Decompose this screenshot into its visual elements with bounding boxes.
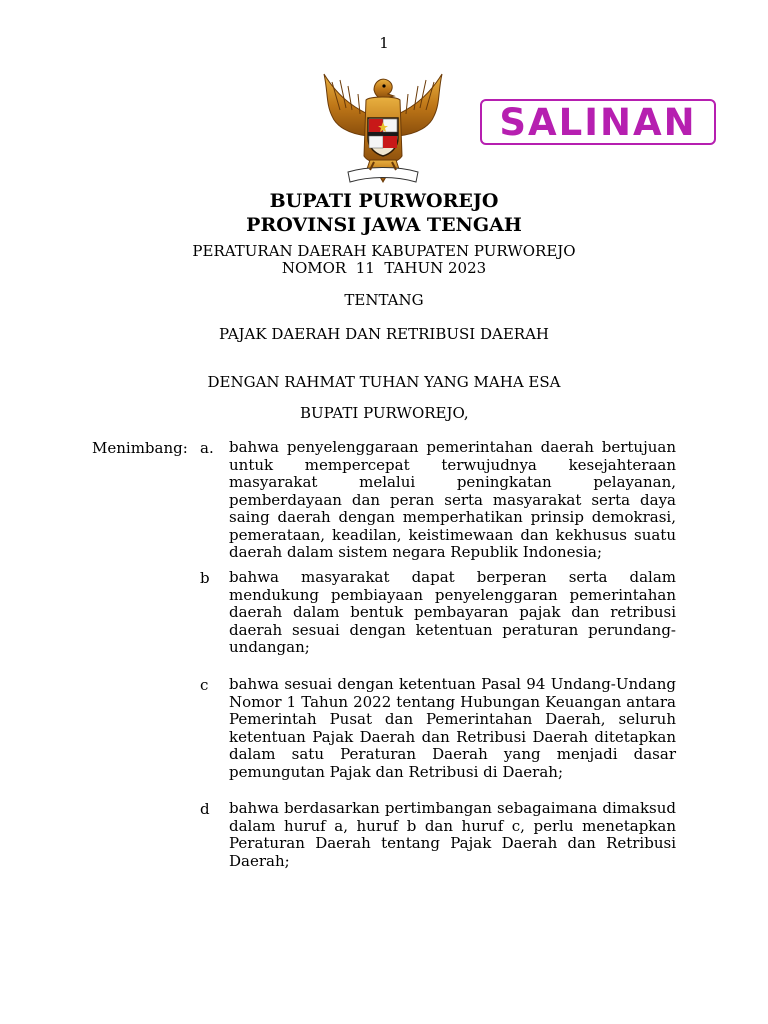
considering-item-text <box>229 800 676 870</box>
stamp-text: SALINAN <box>499 100 697 144</box>
text-line: Daerah; <box>229 851 290 870</box>
regulation-about: TENTANG <box>344 291 424 309</box>
regulation-subject: PAJAK DAERAH DAN RETRIBUSI DAERAH <box>218 325 550 343</box>
regulation-number: NOMOR 11 TAHUN 2023 <box>281 259 487 277</box>
considering-label: Menimbang: <box>92 439 188 457</box>
considering-item-text <box>229 569 676 657</box>
considering-item-letter: c <box>200 676 209 694</box>
document-heading-province: PROVINSI JAWA TENGAH <box>246 214 522 236</box>
text-line: masyarakat melalui peningkatan pelayanan, <box>229 473 676 491</box>
text-line: bahwa sesuai dengan ketentuan Pasal 94 Undang-Undang <box>229 675 676 693</box>
page-number: 1 <box>379 34 389 52</box>
regulation-title: PERATURAN DAERAH KABUPATEN PURWOREJO <box>192 242 576 260</box>
text-line: pemberdayaan dan peran serta masyarakat serta daya <box>229 490 676 509</box>
considering-item-letter: a. <box>200 439 214 457</box>
text-line: dalam huruf a, huruf b dan huruf c, perlu menetapkan <box>229 816 676 835</box>
text-line: daerah dalam bentuk pembayaran pajak dan retribusi <box>229 603 676 621</box>
preamble-grace: DENGAN RAHMAT TUHAN YANG MAHA ESA <box>207 373 561 391</box>
garuda-pancasila-emblem-icon <box>318 70 448 190</box>
text-line: mendukung pembiayaan penyelenggaran pemerintahan <box>229 585 676 604</box>
text-line: pemerataan, keadilan, keistimewaan dan kekhusus suatu <box>229 525 676 544</box>
text-line: saing daerah dengan memperhatikan prinsip demokrasi, <box>229 508 676 526</box>
text-line: Pemerintah Pusat dan Pemerintahan Daerah, seluruh <box>229 710 676 728</box>
text-line: Peraturan Daerah tentang Pajak Daerah dan Retribusi <box>229 834 676 852</box>
text-line: bahwa penyelenggaraan pemerintahan daerah bertujuan <box>229 438 676 456</box>
considering-item-letter: b <box>200 569 210 587</box>
text-line: bahwa masyarakat dapat berperan serta dalam <box>229 568 676 586</box>
text-line: untuk mempercepat terwujudnya kesejahteraan <box>229 455 676 474</box>
text-line: bahwa berdasarkan pertimbangan sebagaimana dimaksud <box>229 799 676 817</box>
preamble-regent: BUPATI PURWOREJO, <box>300 404 469 422</box>
text-line: Nomor 1 Tahun 2022 tentang Hubungan Keuangan antara <box>229 692 676 711</box>
text-line: ketentuan Pajak Daerah dan Retribusi Daerah ditetapkan <box>229 727 676 746</box>
considering-item-text <box>229 676 676 781</box>
text-line: dalam satu Peraturan Daerah yang menjadi dasar <box>229 745 676 763</box>
salinan-stamp <box>480 99 716 145</box>
text-line: daerah dalam sistem negara Republik Indonesia; <box>229 543 603 561</box>
text-line: undangan; <box>229 638 310 656</box>
text-line: pemungutan Pajak dan Retribusi di Daerah; <box>229 762 564 781</box>
considering-item-letter: d <box>200 800 210 818</box>
text-line: daerah sesuai dengan ketentuan peraturan perundang- <box>229 620 676 639</box>
document-heading-regent: BUPATI PURWOREJO <box>269 190 499 212</box>
considering-item-text <box>229 439 676 562</box>
